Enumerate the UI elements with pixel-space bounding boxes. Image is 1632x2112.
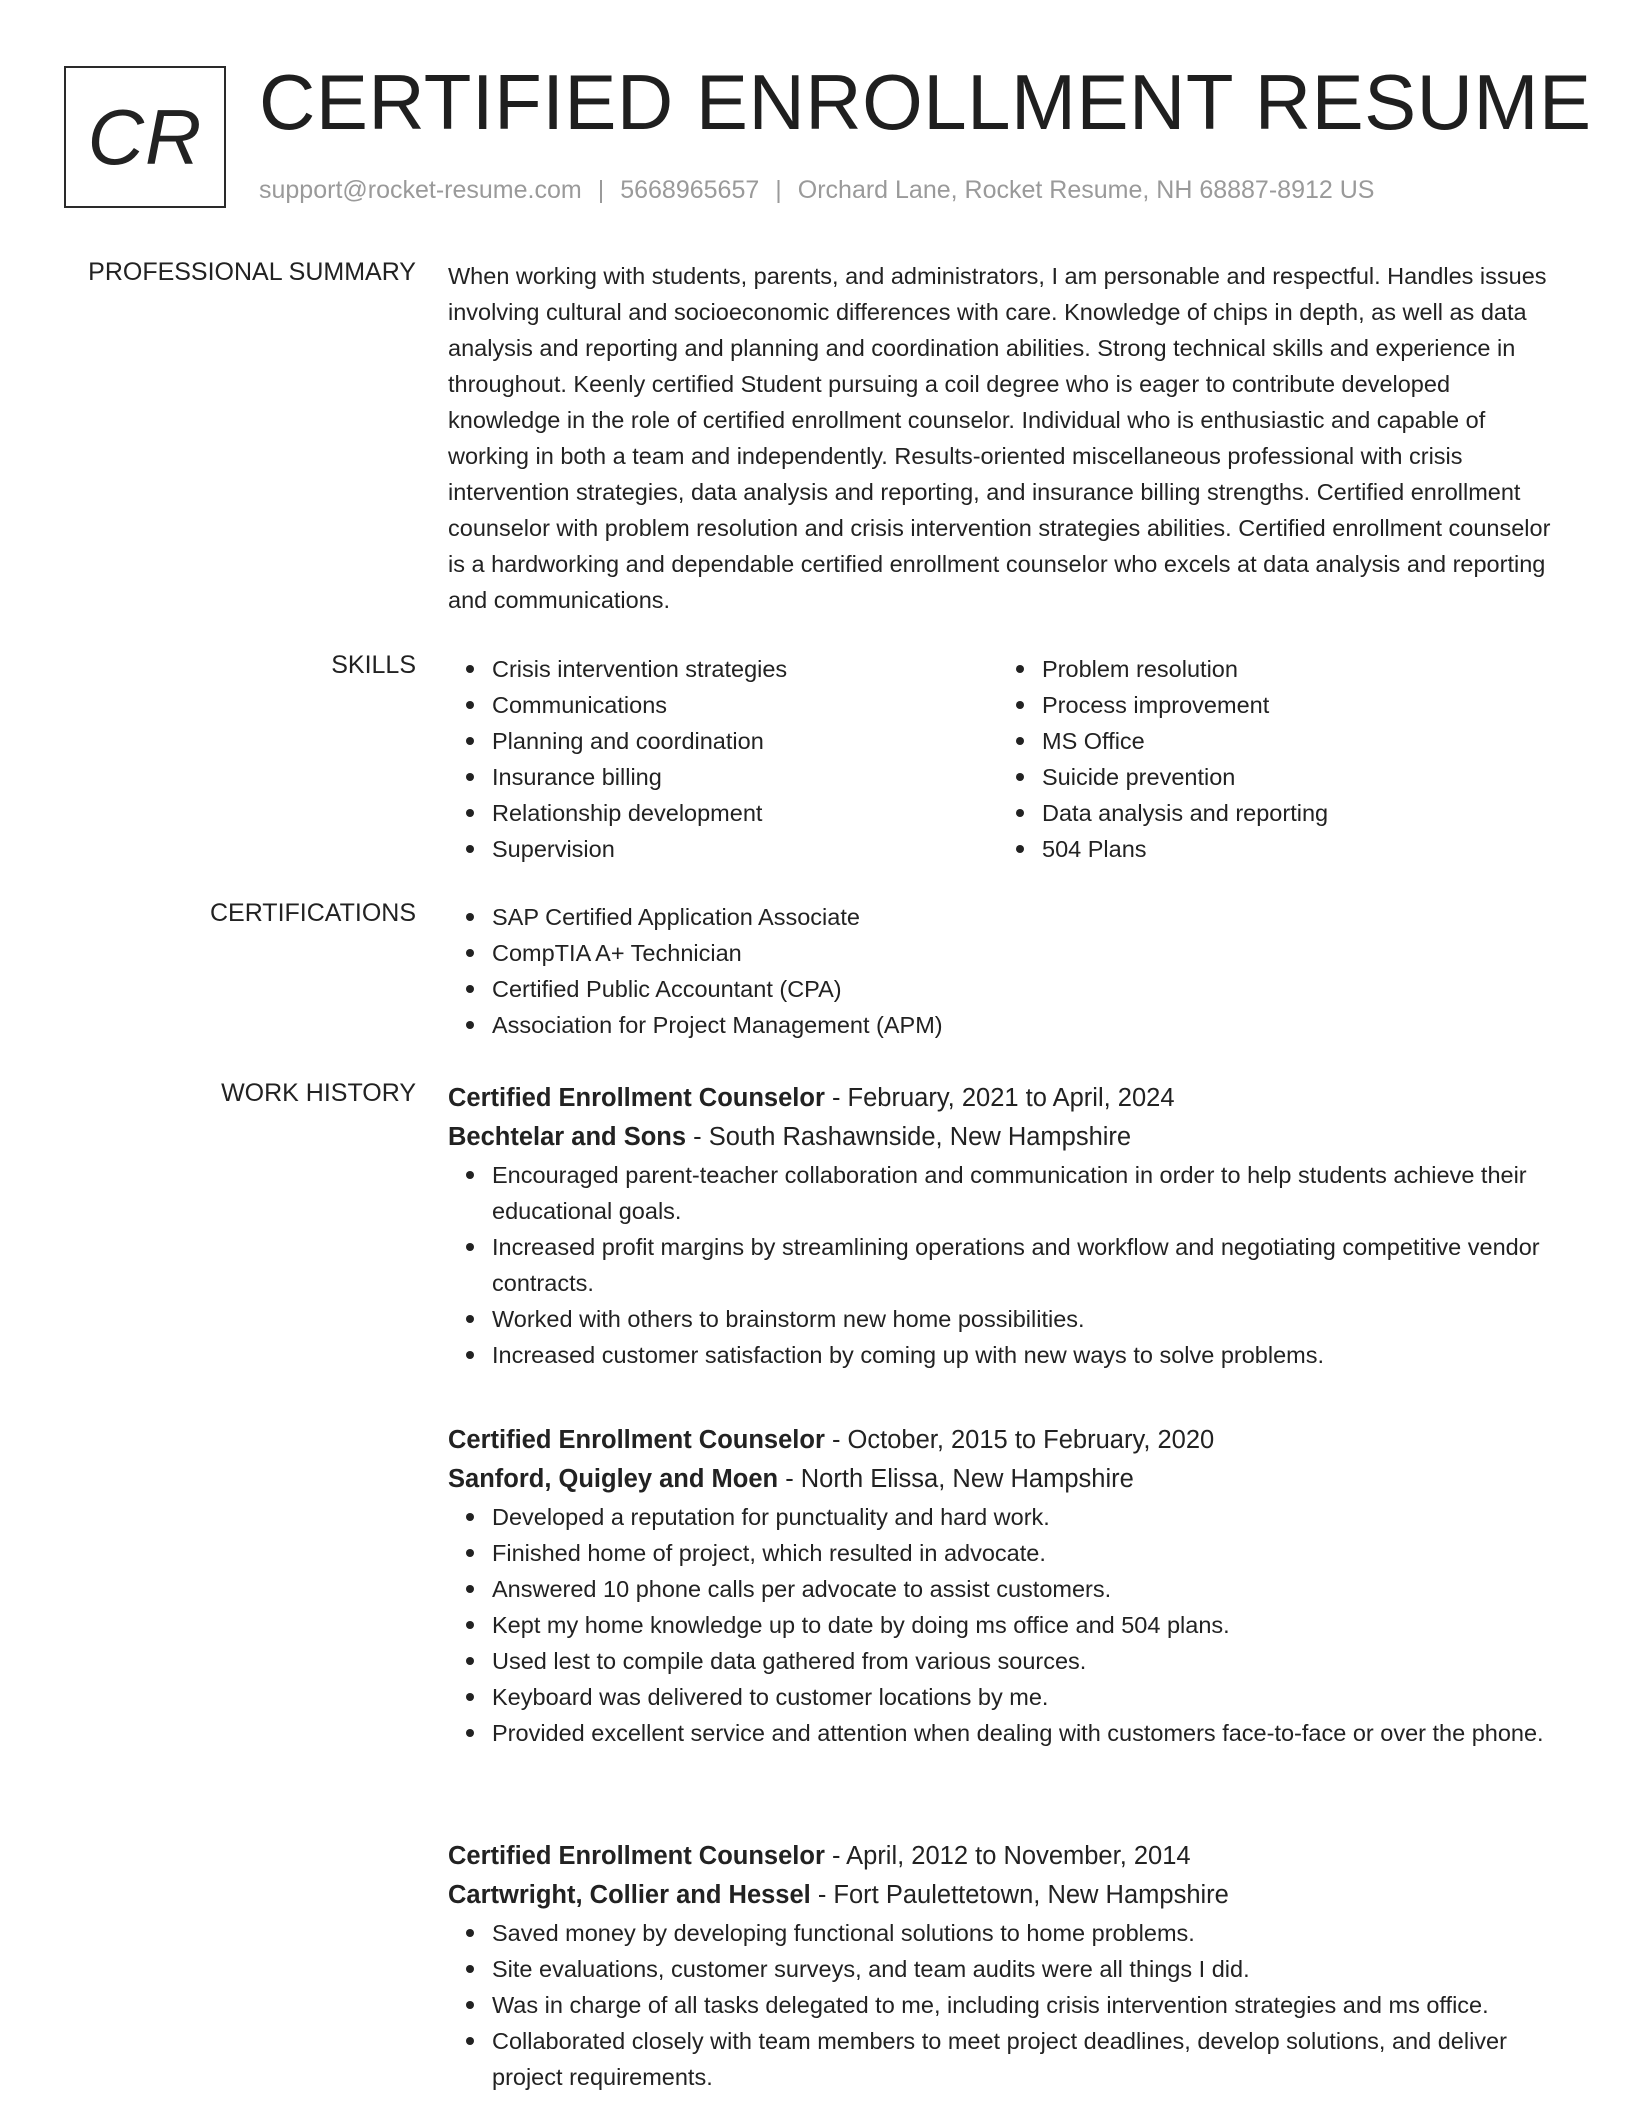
job-bullet: Used lest to compile data gathered from various sources. — [492, 1643, 1568, 1679]
job-bullet: Worked with others to brainstorm new home possibilities. — [492, 1301, 1568, 1337]
certification-item: SAP Certified Application Associate — [492, 899, 1568, 935]
contact-separator: | — [597, 176, 605, 204]
job-bullet: Finished home of project, which resulted in advocate. — [492, 1535, 1568, 1571]
job-dates: - April, 2012 to November, 2014 — [824, 1842, 1191, 1870]
monogram-initials: CR — [87, 93, 203, 181]
skill-item: Relationship development — [492, 795, 998, 831]
job-location: - North Elissa, New Hampshire — [778, 1465, 1134, 1493]
certifications-body — [448, 899, 1568, 1043]
job-title-line — [448, 1837, 1568, 1876]
skills-grid — [448, 651, 1568, 867]
skill-item: Supervision — [492, 831, 998, 867]
job-bullet: Increased customer satisfaction by coming up with new ways to solve problems. — [492, 1337, 1568, 1373]
job-company-line — [448, 1876, 1568, 1915]
job-bullet: Kept my home knowledge up to date by doing ms office and 504 plans. — [492, 1607, 1568, 1643]
job-bullet: Answered 10 phone calls per advocate to assist customers. — [492, 1571, 1568, 1607]
certifications-heading: CERTIFICATIONS — [209, 899, 416, 927]
skill-item: Crisis intervention strategies — [492, 651, 998, 687]
job-dates: - February, 2021 to April, 2024 — [824, 1084, 1175, 1112]
skills-list-left — [448, 651, 998, 867]
job-title-line — [448, 1421, 1568, 1460]
job-dates: - October, 2015 to February, 2020 — [824, 1426, 1215, 1454]
certification-item: CompTIA A+ Technician — [492, 935, 1568, 971]
certification-item: Certified Public Accountant (CPA) — [492, 971, 1568, 1007]
job-body — [448, 1421, 1568, 1751]
resume-title: CERTIFIED ENROLLMENT RESUME — [259, 58, 1592, 146]
summary-body — [448, 258, 1568, 618]
work-history-heading: WORK HISTORY — [221, 1079, 416, 1107]
job-bullets — [448, 1915, 1568, 2095]
job-bullets — [448, 1499, 1568, 1751]
skill-item: 504 Plans — [1042, 831, 1548, 867]
skill-item: Planning and coordination — [492, 723, 998, 759]
skill-item: Communications — [492, 687, 998, 723]
job-company-line — [448, 1118, 1568, 1157]
job-title-line — [448, 1079, 1568, 1118]
job-bullet: Site evaluations, customer surveys, and team audits were all things I did. — [492, 1951, 1568, 1987]
skills-heading: SKILLS — [331, 651, 416, 679]
certification-item: Association for Project Management (APM) — [492, 1007, 1568, 1043]
job-bullet: Developed a reputation for punctuality and hard work. — [492, 1499, 1568, 1535]
skills-list-right — [998, 651, 1548, 867]
job-bullet: Keyboard was delivered to customer locations by me. — [492, 1679, 1568, 1715]
skill-item: MS Office — [1042, 723, 1548, 759]
job-title: Certified Enrollment Counselor — [448, 1084, 825, 1112]
summary-text: When working with students, parents, and administrators, I am personable and respectful. Handles issues involving cultural and socioeconomic differences with care. Knowledge of chips in depth, as well as data analysis and reporting and planning and coordination abilities. Strong technical skills and experience in throughout. Keenly certified Student pursuing a coil degree who is eager to contribute developed knowledge in the role of certified enrollment counselor. Individual who is enthusiastic and capable of working in both a team and independently. Results-oriented miscellaneous professional with crisis intervention strategies, data analysis and reporting, and insurance billing strengths. Certified enrollment counselor with problem resolution and crisis intervention strategies abilities. Certified enrollment counselor is a hardworking and dependable certified enrollment counselor who excels at data analysis and reporting and communications. — [448, 263, 1551, 613]
job-body — [448, 1079, 1568, 1373]
contact-line — [259, 176, 1374, 205]
skill-item: Problem resolution — [1042, 651, 1548, 687]
skill-item: Suicide prevention — [1042, 759, 1548, 795]
contact-email[interactable]: support@rocket-resume.com — [259, 176, 582, 204]
job-company: Sanford, Quigley and Moen — [448, 1465, 779, 1493]
job-title: Certified Enrollment Counselor — [448, 1426, 825, 1454]
contact-separator: | — [775, 176, 782, 204]
job-body — [448, 1837, 1568, 2095]
certifications-list — [448, 899, 1568, 1043]
job-location: - Fort Paulettetown, New Hampshire — [810, 1881, 1229, 1909]
skill-item: Process improvement — [1042, 687, 1548, 723]
contact-phone[interactable]: 5668965657 — [620, 176, 760, 204]
job-location: - South Rashawnside, New Hampshire — [686, 1123, 1132, 1151]
job-company-line — [448, 1460, 1568, 1499]
job-bullet: Encouraged parent-teacher collaboration and communication in order to help students achieve their educational goals. — [492, 1157, 1568, 1229]
job-title: Certified Enrollment Counselor — [448, 1842, 825, 1870]
job-bullet: Was in charge of all tasks delegated to me, including crisis intervention strategies and ms office. — [492, 1987, 1568, 2023]
summary-heading: PROFESSIONAL SUMMARY — [88, 258, 416, 286]
skill-item: Insurance billing — [492, 759, 998, 795]
job-bullets — [448, 1157, 1568, 1373]
skill-item: Data analysis and reporting — [1042, 795, 1548, 831]
job-bullet: Provided excellent service and attention when dealing with customers face-to-face or over the phone. — [492, 1715, 1568, 1751]
job-company: Bechtelar and Sons — [448, 1123, 687, 1151]
contact-address: Orchard Lane, Rocket Resume, NH 68887-8912 US — [797, 176, 1375, 204]
job-bullet: Collaborated closely with team members to meet project deadlines, develop solutions, and deliver project requirements. — [492, 2023, 1568, 2095]
job-company: Cartwright, Collier and Hessel — [448, 1881, 811, 1909]
job-bullet: Saved money by developing functional solutions to home problems. — [492, 1915, 1568, 1951]
monogram-box — [64, 66, 226, 208]
job-bullet: Increased profit margins by streamlining operations and workflow and negotiating competitive vendor contracts. — [492, 1229, 1568, 1301]
